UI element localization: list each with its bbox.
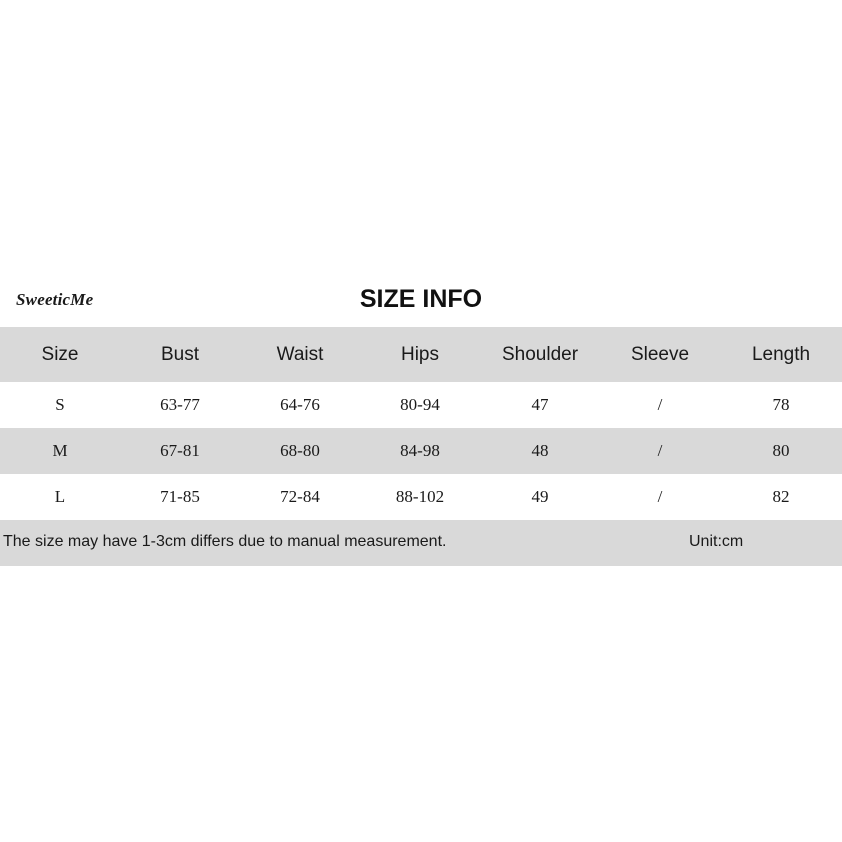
- table-footer-row: [0, 520, 842, 566]
- column-header-bust: Bust: [160, 343, 200, 365]
- cell-shoulder: 47: [531, 395, 549, 414]
- table-row: [0, 474, 842, 520]
- cell-length: 80: [772, 441, 790, 460]
- column-header-hips: Hips: [400, 343, 439, 365]
- cell-shoulder: 49: [531, 487, 549, 506]
- cell-shoulder: 48: [531, 441, 549, 460]
- page-title: SIZE INFO: [359, 285, 483, 313]
- cell-sleeve: /: [657, 395, 663, 414]
- cell-length: 78: [772, 395, 790, 414]
- cell-waist: 64-76: [280, 395, 320, 414]
- cell-sleeve: /: [657, 441, 663, 460]
- cell-bust: 63-77: [160, 395, 200, 414]
- cell-sleeve: /: [657, 487, 663, 506]
- unit-label: Unit:cm: [689, 533, 744, 550]
- brand-logo: SweeticMe: [16, 290, 94, 309]
- cell-bust: 71-85: [160, 487, 200, 506]
- column-header-waist: Waist: [276, 343, 324, 365]
- cell-waist: 68-80: [280, 441, 320, 460]
- table-row: [0, 382, 842, 428]
- cell-hips: 88-102: [395, 487, 445, 506]
- measurement-note: The size may have 1-3cm differs due to manual measurement.: [3, 533, 447, 550]
- cell-size: L: [54, 487, 66, 506]
- cell-bust: 67-81: [160, 441, 200, 460]
- column-header-length: Length: [751, 343, 811, 365]
- column-header-sleeve: Sleeve: [630, 343, 690, 365]
- cell-size: S: [55, 395, 65, 414]
- cell-hips: 80-94: [400, 395, 440, 414]
- size-table: [0, 327, 842, 566]
- cell-hips: 84-98: [400, 441, 440, 460]
- column-header-size: Size: [41, 343, 79, 365]
- cell-waist: 72-84: [280, 487, 320, 506]
- cell-size: M: [52, 441, 68, 460]
- column-header-shoulder: Shoulder: [501, 343, 579, 365]
- cell-length: 82: [772, 487, 790, 506]
- table-row: [0, 428, 842, 474]
- table-header-row: [0, 327, 842, 382]
